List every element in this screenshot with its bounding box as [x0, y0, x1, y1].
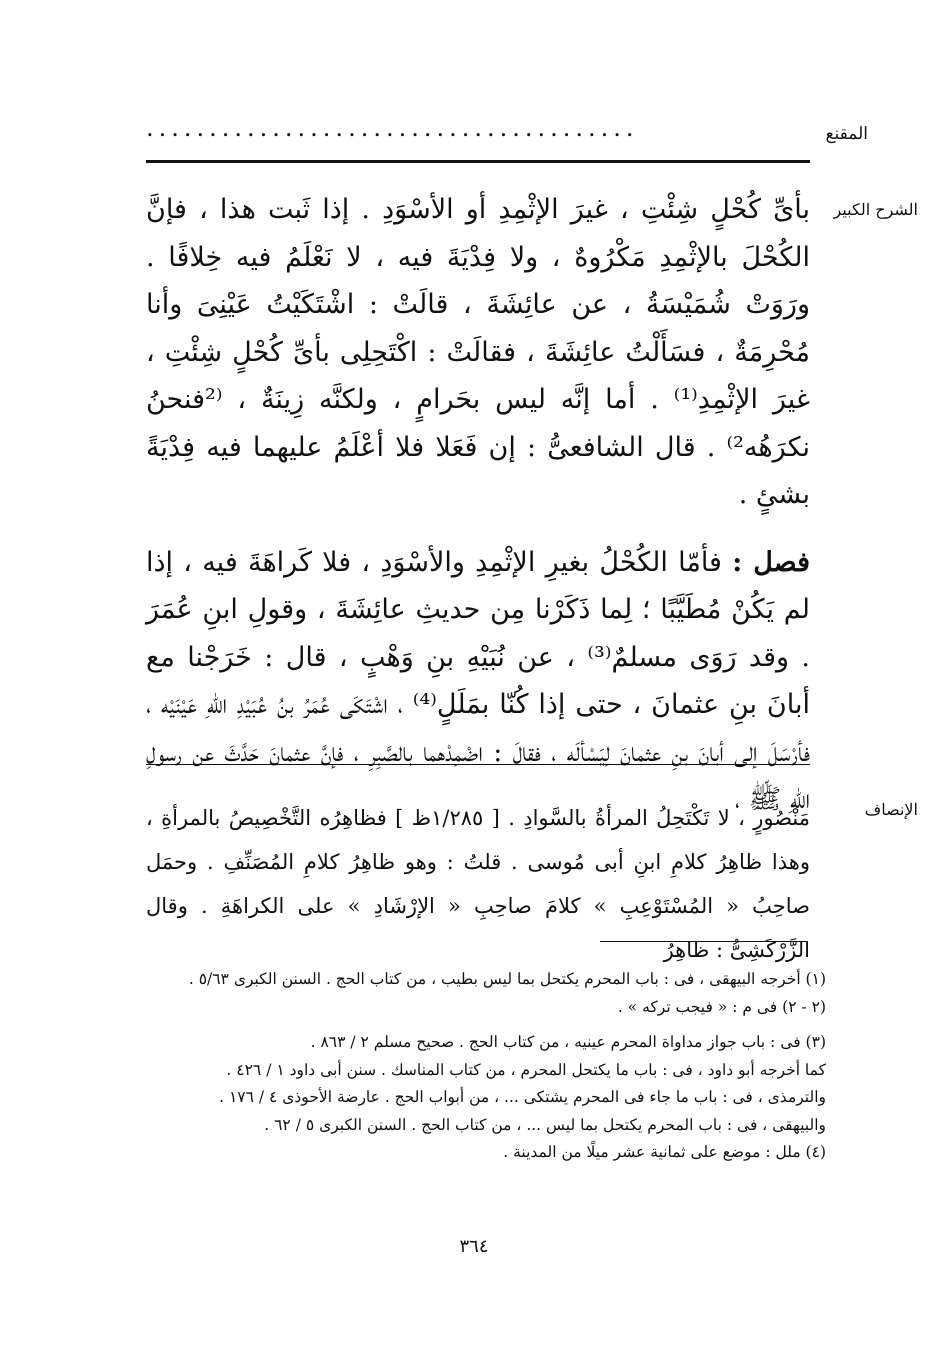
footnote-3-cont-b: والترمذى ، فى : باب ما جاء فى المحرم يشتكى ... ، من أبواب الحج . عارضة الأحوذى ٤ / ١٧٦ . [219, 1088, 826, 1106]
section-divider [146, 764, 810, 765]
sharh-paragraph-1: بأىِّ كُحْلٍ شِئْتِ ، غيرَ الإثْمِدِ أو الأسْوَدِ . إذا ثَبت هذا ، فإنَّ الكُحْلَ بالإثْمِدِ مَكْرُوهٌ ، ولا فِدْيَةَ فيه ، لا نَعْلَمُ فيه خِلافًا . ورَوَتْ شُمَيْسَةُ ، عن عائِشَةَ ، قالَتْ : اشْتَكَيْتُ عَيْنِىَ وأنا مُحْرِمَةٌ ، فسَأَلْتُ عائِشَةَ ، فقالَتْ : اكْتَحِلِى بأىِّ كُحْلٍ شِئْتِ ، غيرَ الإثْمِدِ⁽¹⁾ . أما إنَّه ليس بحَرامٍ ، ولكنَّه زِينَةٌ ، ⁽²فنحنُ نكرَهُه²⁾ . قال الشافعىُّ : إن فَعَلا فلا أعْلَمُ عليهما فيه فِدْيَةً بشئٍ . [146, 194, 810, 510]
footnotes [146, 966, 826, 1167]
fasl-body: فأمّا الكُحْلُ بغيرِ الإثْمِدِ والأسْوَدِ ، فلا كَراهَةَ فيه ، إذا لم يَكُنْ مُطَيَّبًا ؛ لِما ذَكَرْنا مِن حديثِ عائِشَةَ ، وقولِ ابنِ عُمَرَ . وقد رَوَى مسلمٌ⁽³⁾ ، عن نُبَيْهِ بنِ وَهْبٍ ، قال : خَرَجْنا مع أبانَ بنِ عثمانَ ، حتى إذا كُنّا بمَلَلٍ⁽⁴⁾ ، اشْتَكَى عُمَرُ بنُ عُبَيْدِ اللهِ عَيْنَيْه ، فأرْسَلَ إلى أبانَ بنِ عثمانَ لِيَسْألَه ، فقالَ : اضْمِدْهما بالصَّبِرِ ، فإنَّ عثمانَ حَدَّثَ عن رسولِ اللهِ ﷺ ، [146, 546, 811, 815]
page-number: ٣٦٤ [459, 1236, 489, 1257]
side-label-insaf: الإنصاف [864, 800, 918, 819]
header-dotted-leader: ....................................... [146, 116, 639, 140]
footnote-divider [600, 941, 806, 942]
sharh-text-block [146, 186, 810, 824]
footnote-2: (٢ - ٢) فى م : « فيجب تركه » . [617, 997, 826, 1016]
fasl-heading: فصل : [732, 546, 810, 578]
side-label-sharh: الشرح الكبير [833, 200, 918, 219]
footnote-1: (١) أخرجه البيهقى ، فى : باب المحرم يكتحل بما ليس بطيب ، من كتاب الحج . السنن الكبرى ٥/٦٣ . [188, 970, 826, 988]
footnote-3-cont-a: كما أخرجه أبو داود ، فى : باب ما يكتحل المحرم ، من كتاب المناسك . سنن أبى داود ١ / ٤٢٦ . [226, 1060, 826, 1079]
sharh-paragraph-2 [146, 539, 810, 824]
insaf-text-block [146, 796, 810, 972]
running-header-title: المقنع [825, 124, 868, 144]
footnote-4: (٤) ملل : موضع على ثمانية عشر ميلًا من المدينة . [503, 1143, 826, 1161]
header-rule [146, 160, 810, 163]
footnote-3: (٣) فى : باب جواز مداواة المحرم عينيه ، من كتاب الحج . صحيح مسلم ٢ / ٨٦٣ . [310, 1033, 826, 1051]
insaf-paragraph: مَنْصُورٍ ، لا تَكْتَحِلُ المرأةُ بالسَّوادِ . [ ١/٢٨٥ظ ] فظاهِرُه التَّخْصِيصُ بالمرأةِ ، وهذا ظاهِرُ كلامِ ابنِ أبى مُوسى . قلتُ : وهو ظاهِرُ كلامِ المُصَنِّفِ . وحمَل صاحِبُ « المُسْتَوْعِبِ » كلامَ صاحِبِ « الإرْشَادِ » على الكراهَةِ . وقال الزَّرْكَشِىُّ : ظاهِرُ [146, 806, 811, 962]
footnote-3-cont-c: والبيهقى ، فى : باب المحرم يكتحل بما ليس ... ، من كتاب الحج . السنن الكبرى ٥ / ٦٢ . [264, 1115, 826, 1134]
